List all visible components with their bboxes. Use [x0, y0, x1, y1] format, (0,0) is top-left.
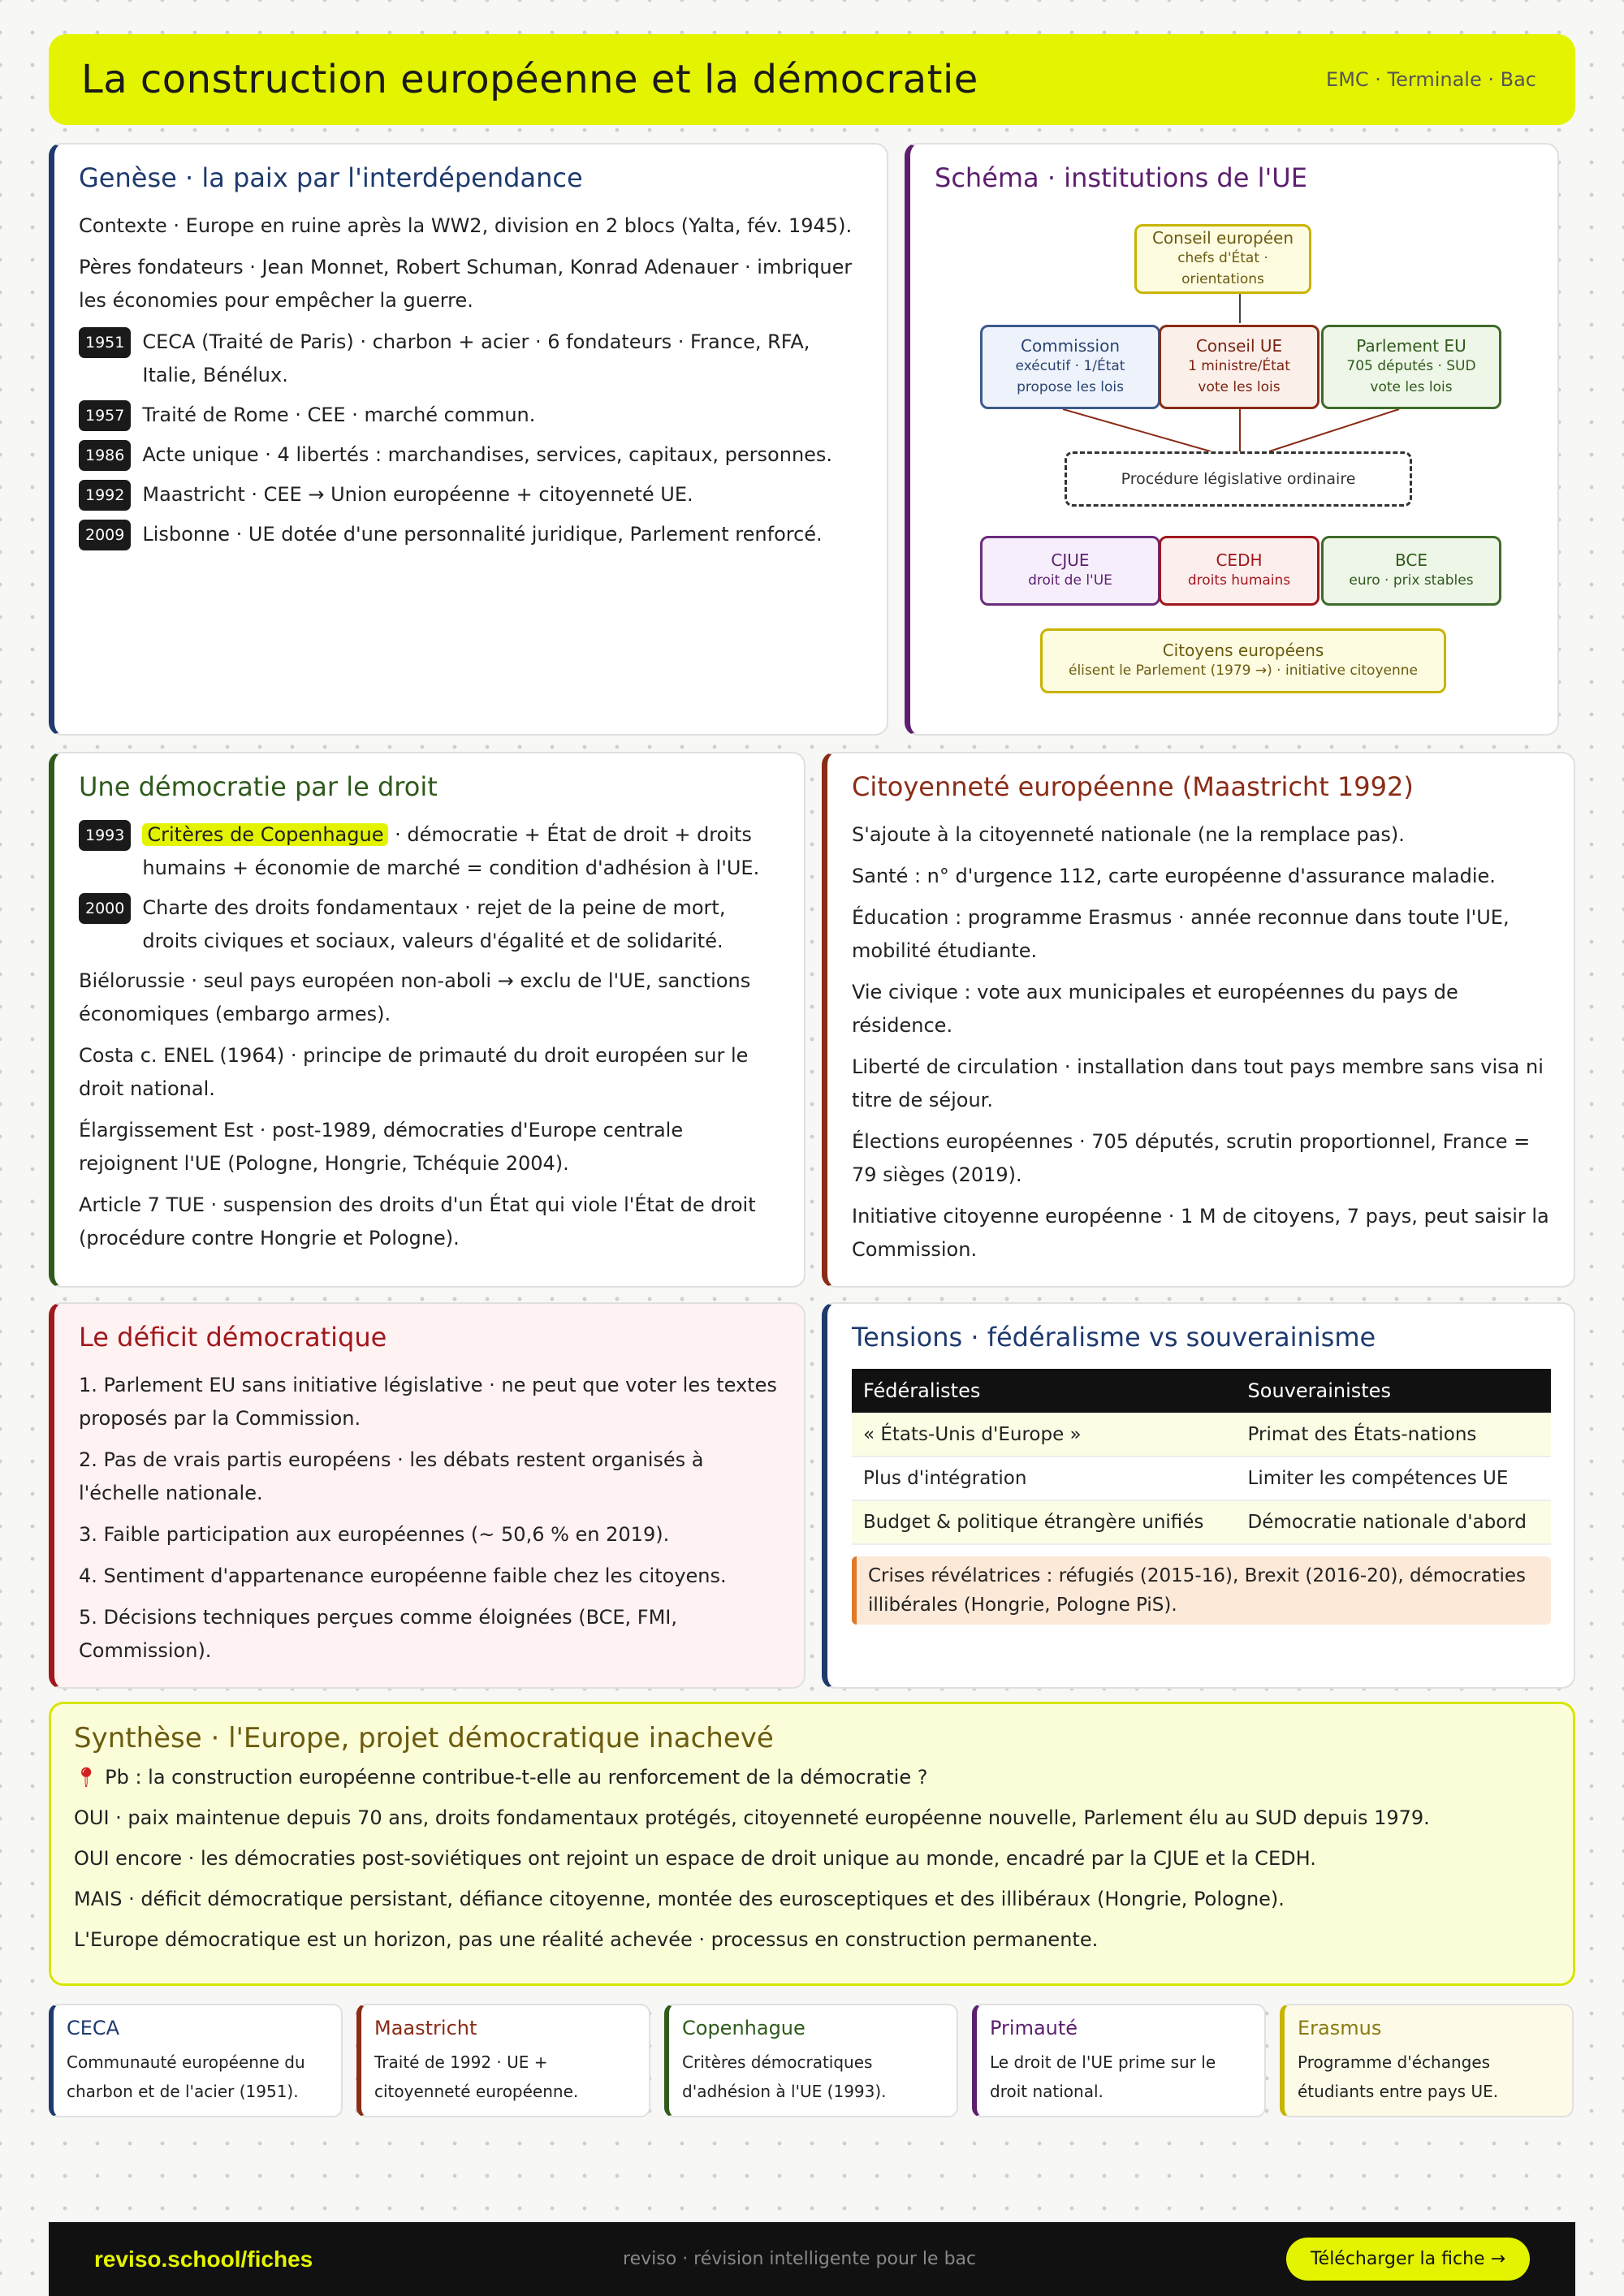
year-badge: 1992	[79, 480, 131, 511]
box-citoyens	[1040, 628, 1446, 693]
page-title: La construction européenne et la démocratie	[81, 57, 978, 102]
timeline-text	[142, 818, 781, 885]
timeline-item	[79, 399, 864, 432]
box-desc: vote les lois	[1370, 379, 1453, 395]
year-badge: 1951	[79, 327, 131, 358]
schema-title: Schéma · institutions de l'UE	[935, 162, 1307, 193]
glossary-def: Le droit de l'UE prime sur le droit national.	[990, 2052, 1216, 2101]
box-desc: vote les lois	[1198, 379, 1281, 395]
box-parlement	[1321, 325, 1501, 409]
citoyennete-line: Vie civique : vote aux municipales et européennes du pays de résidence.	[852, 981, 1458, 1037]
table-cell: Démocratie nationale d'abord	[1237, 1500, 1551, 1544]
year-badge: 1957	[79, 400, 131, 431]
genese-peres: Pères fondateurs · Jean Monnet, Robert Schuman, Konrad Adenauer · imbriquer les économies pour empêcher la guerre.	[79, 256, 853, 312]
table-cell: Primat des États-nations	[1237, 1413, 1551, 1457]
synthese-line: L'Europe démocratique est un horizon, pas une réalité achevée · processus en construction permanente.	[74, 1928, 1099, 1951]
footer-tagline: reviso · révision intelligente pour le bac	[623, 2249, 977, 2269]
footer-brand-link[interactable]: reviso.school/fiches	[94, 2246, 313, 2272]
timeline-desc: · démocratie + État de droit + droits humains + économie de marché = condition d'adhésion à l'UE.	[142, 823, 760, 879]
tensions-title: Tensions · fédéralisme vs souverainisme	[852, 1322, 1376, 1353]
box-desc: chefs d'État · orientations	[1177, 250, 1268, 287]
timeline-item	[79, 326, 864, 392]
box-name: Conseil UE	[1195, 336, 1283, 356]
highlight-copenhague: Critères de Copenhague	[142, 823, 388, 846]
tensions-note: Crises révélatrices : réfugiés (2015-16), Brexit (2016-20), démocraties illibérales (Hongrie, Pologne PiS).	[852, 1556, 1551, 1625]
citoyennete-line: Santé : n° d'urgence 112, carte européenne d'assurance maladie.	[852, 865, 1496, 887]
droit-card	[49, 752, 806, 1288]
download-button[interactable]: Télécharger la fiche →	[1286, 2238, 1530, 2281]
glossary-card-ceca	[49, 2004, 343, 2117]
synthese-title: Synthèse · l'Europe, projet démocratique inachevé	[74, 1722, 774, 1754]
box-cedh	[1159, 536, 1320, 606]
box-desc: propose les lois	[1017, 379, 1124, 395]
table-cell: Budget & politique étrangère unifiés	[852, 1500, 1237, 1544]
citoyennete-title: Citoyenneté européenne (Maastricht 1992)	[852, 771, 1414, 802]
glossary-def: Communauté européenne du charbon et de l'acier (1951).	[67, 2052, 305, 2101]
citoyennete-card	[822, 752, 1575, 1288]
droit-line: Élargissement Est · post-1989, démocraties d'Europe centrale rejoignent l'UE (Pologne, Hongrie, Tchéquie 2004).	[79, 1119, 684, 1175]
box-desc: droit de l'UE	[1028, 572, 1112, 589]
timeline-item	[79, 438, 864, 472]
glossary-card-erasmus	[1280, 2004, 1574, 2117]
genese-card	[49, 143, 888, 736]
box-name: CJUE	[1051, 550, 1090, 570]
glossary-def: Critères démocratiques d'adhésion à l'UE (1993).	[682, 2052, 887, 2101]
timeline-item	[79, 891, 781, 958]
box-commission	[980, 325, 1160, 409]
box-name: Parlement EU	[1356, 336, 1466, 356]
droit-line: Article 7 TUE · suspension des droits d'un État qui viole l'État de droit (procédure contre Hongrie et Pologne).	[79, 1193, 756, 1249]
box-desc: euro · prix stables	[1349, 572, 1474, 589]
glossary-def: Programme d'échanges étudiants entre pays UE.	[1298, 2052, 1499, 2101]
timeline-item	[79, 818, 781, 885]
box-name: BCE	[1395, 550, 1427, 570]
box-desc: droits humains	[1187, 572, 1291, 589]
table-row	[852, 1457, 1551, 1500]
box-desc: exécutif · 1/État	[1015, 358, 1125, 374]
deficit-title: Le déficit démocratique	[79, 1322, 387, 1353]
year-badge: 1986	[79, 440, 131, 471]
glossary-def: Traité de 1992 · UE + citoyenneté européenne.	[374, 2052, 579, 2101]
citoyennete-line: Initiative citoyenne européenne · 1 M de citoyens, 7 pays, peut saisir la Commission.	[852, 1205, 1549, 1261]
tensions-table	[852, 1369, 1551, 1545]
glossary-card-maastricht	[356, 2004, 650, 2117]
timeline-text: Acte unique · 4 libertés : marchandises, services, capitaux, personnes.	[142, 443, 833, 466]
institutions-diagram	[910, 145, 1554, 734]
timeline-item	[79, 518, 864, 551]
table-header: Fédéralistes	[852, 1369, 1237, 1413]
table-cell: Limiter les compétences UE	[1237, 1457, 1551, 1500]
box-name: CEDH	[1216, 550, 1263, 570]
box-name: Conseil européen	[1151, 228, 1294, 248]
synthese-card	[49, 1702, 1575, 1986]
pin-icon: 📍︎	[74, 1766, 99, 1789]
box-name: Procédure législative ordinaire	[1121, 470, 1356, 488]
timeline-text: CECA (Traité de Paris) · charbon + acier · 6 fondateurs · France, RFA, Italie, Bénélux.	[142, 330, 810, 386]
connector-line	[1269, 409, 1399, 451]
deficit-card	[49, 1302, 806, 1689]
box-name: Commission	[1020, 336, 1121, 356]
box-procedure	[1065, 451, 1412, 507]
year-badge: 2009	[79, 520, 131, 550]
deficit-line: 1. Parlement EU sans initiative législative · ne peut que voter les textes proposés par la Commission.	[79, 1374, 777, 1430]
deficit-line: 4. Sentiment d'appartenance européenne faible chez les citoyens.	[79, 1564, 727, 1587]
glossary-card-copenhague	[664, 2004, 958, 2117]
box-desc: 705 députés · SUD	[1346, 358, 1476, 374]
table-row	[852, 1413, 1551, 1457]
page-header	[49, 34, 1575, 125]
table-cell: Plus d'intégration	[852, 1457, 1237, 1500]
page-meta: EMC · Terminale · Bac	[1326, 68, 1536, 91]
table-row	[852, 1500, 1551, 1544]
glossary-term: CECA	[67, 2017, 120, 2039]
droit-title: Une démocratie par le droit	[79, 771, 438, 802]
deficit-line: 2. Pas de vrais partis européens · les débats restent organisés à l'échelle nationale.	[79, 1448, 704, 1504]
box-cjue	[980, 536, 1160, 606]
glossary-term: Maastricht	[374, 2017, 477, 2039]
box-desc: élisent le Parlement (1979 →) · initiative citoyenne	[1069, 662, 1418, 679]
citoyennete-line: S'ajoute à la citoyenneté nationale (ne la remplace pas).	[852, 823, 1405, 846]
droit-line: Costa c. ENEL (1964) · principe de primauté du droit européen sur le droit national.	[79, 1044, 749, 1100]
timeline-text: Traité de Rome · CEE · marché commun.	[142, 404, 536, 426]
table-header: Souverainistes	[1237, 1369, 1551, 1413]
box-name: Citoyens européens	[1162, 641, 1324, 660]
timeline-text: Lisbonne · UE dotée d'une personnalité juridique, Parlement renforcé.	[142, 523, 823, 546]
box-desc: 1 ministre/État	[1188, 358, 1290, 374]
glossary-card-primaute	[972, 2004, 1266, 2117]
citoyennete-line: Élections européennes · 705 députés, scrutin proportionnel, France = 79 sièges (2019).	[852, 1130, 1531, 1186]
synthese-line: OUI · paix maintenue depuis 70 ans, droits fondamentaux protégés, citoyenneté européenne nouvelle, Parlement élu au SUD depuis 1979.	[74, 1806, 1430, 1829]
box-conseil-europeen	[1134, 224, 1311, 294]
box-conseil-ue	[1159, 325, 1320, 409]
synthese-problem	[74, 1761, 1550, 1794]
timeline-text: Maastricht · CEE → Union européenne + citoyenneté UE.	[142, 483, 693, 506]
year-badge: 2000	[79, 893, 131, 924]
glossary-term: Primauté	[990, 2017, 1078, 2039]
synthese-problem-text: Pb : la construction européenne contribue-t-elle au renforcement de la démocratie ?	[105, 1766, 928, 1789]
schema-card	[905, 143, 1559, 736]
timeline-item	[79, 478, 864, 511]
year-badge: 1993	[79, 820, 131, 851]
citoyennete-line: Éducation : programme Erasmus · année reconnue dans toute l'UE, mobilité étudiante.	[852, 906, 1510, 962]
deficit-line: 3. Faible participation aux européennes (~ 50,6 % en 2019).	[79, 1523, 670, 1546]
glossary-term: Erasmus	[1298, 2017, 1382, 2039]
connector-line	[1063, 409, 1211, 451]
deficit-line: 5. Décisions techniques perçues comme éloignées (BCE, FMI, Commission).	[79, 1606, 678, 1662]
box-bce	[1321, 536, 1501, 606]
tensions-card	[822, 1302, 1575, 1689]
table-cell: « États-Unis d'Europe »	[852, 1413, 1237, 1457]
table-header-row	[852, 1369, 1551, 1413]
synthese-line: OUI encore · les démocraties post-soviétiques ont rejoint un espace de droit unique au monde, encadré par la CJUE et la CEDH.	[74, 1847, 1316, 1870]
synthese-line: MAIS · déficit démocratique persistant, défiance citoyenne, montée des eurosceptiques et des illibéraux (Hongrie, Pologne).	[74, 1888, 1285, 1910]
glossary-term: Copenhague	[682, 2017, 806, 2039]
timeline-text: Charte des droits fondamentaux · rejet de la peine de mort, droits civiques et sociaux, valeurs d'égalité et de solidarité.	[142, 896, 726, 952]
genese-contexte: Contexte · Europe en ruine après la WW2, division en 2 blocs (Yalta, fév. 1945).	[79, 214, 853, 237]
citoyennete-line: Liberté de circulation · installation dans tout pays membre sans visa ni titre de séjour.	[852, 1055, 1544, 1111]
page-footer	[49, 2222, 1575, 2296]
droit-line: Biélorussie · seul pays européen non-aboli → exclu de l'UE, sanctions économiques (embargo armes).	[79, 969, 751, 1025]
genese-title: Genèse · la paix par l'interdépendance	[79, 162, 583, 193]
